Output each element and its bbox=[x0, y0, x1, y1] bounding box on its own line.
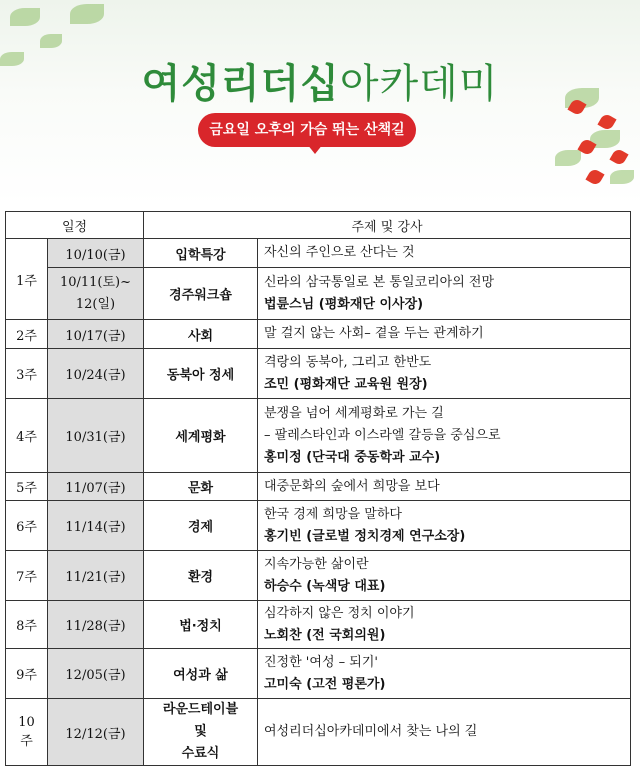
speaker-line: 노회찬 (전 국회의원) bbox=[264, 627, 386, 643]
week-cell: 3주 bbox=[6, 349, 48, 399]
topic-cell bbox=[258, 501, 631, 551]
category-cell: 사회 bbox=[144, 320, 258, 349]
topic-cell bbox=[258, 473, 631, 501]
leaf-decoration bbox=[555, 150, 581, 166]
date-line: 10/11(토)~ bbox=[59, 274, 132, 290]
date-cell: 12/05(금) bbox=[48, 649, 144, 699]
category-cell: 입학특강 bbox=[144, 239, 258, 268]
header-topic: 주제 및 강사 bbox=[144, 212, 631, 239]
table-row bbox=[6, 699, 631, 766]
topic-cell bbox=[258, 699, 631, 766]
table-row bbox=[6, 649, 631, 699]
subtitle-badge: 금요일 오후의 가슴 뛰는 산책길 bbox=[198, 113, 416, 147]
week-cell: 8주 bbox=[6, 601, 48, 649]
speaker-line: 홍미정 (단국대 중동학과 교수) bbox=[264, 449, 441, 465]
week-cell: 6주 bbox=[6, 501, 48, 551]
topic-line: 여성리더십아카데미에서 찾는 나의 길 bbox=[264, 724, 478, 739]
topic-cell bbox=[258, 399, 631, 473]
date-cell: 10/24(금) bbox=[48, 349, 144, 399]
table-row bbox=[6, 551, 631, 601]
topic-line: 한국 경제 희망을 말하다 bbox=[264, 506, 402, 522]
topic-line: 대중문화의 숲에서 희망을 보다 bbox=[264, 478, 440, 494]
week-cell: 7주 bbox=[6, 551, 48, 601]
topic-cell bbox=[258, 349, 631, 399]
week-cell: 9주 bbox=[6, 649, 48, 699]
category-cell: 법·정치 bbox=[144, 601, 258, 649]
topic-line: 진정한 '여성 – 되기' bbox=[264, 654, 378, 670]
topic-line: 격랑의 동북아, 그리고 한반도 bbox=[264, 354, 432, 370]
category-cell: 문화 bbox=[144, 473, 258, 501]
week-cell: 2주 bbox=[6, 320, 48, 349]
leaf-decoration bbox=[70, 4, 104, 24]
topic-line: 지속가능한 삶이란 bbox=[264, 556, 369, 572]
flower-decoration bbox=[609, 147, 628, 166]
table-row bbox=[6, 399, 631, 473]
topic-cell bbox=[258, 551, 631, 601]
speaker-line: 하승수 (녹색당 대표) bbox=[264, 578, 386, 594]
category-line: 및 bbox=[194, 724, 207, 739]
speaker-line: 조민 (평화재단 교육원 원장) bbox=[264, 376, 428, 392]
date-cell: 11/07(금) bbox=[48, 473, 144, 501]
speaker-line: 홍기빈 (글로벌 정치경제 연구소장) bbox=[264, 528, 466, 544]
leaf-decoration bbox=[40, 34, 62, 48]
date-cell: 10/31(금) bbox=[48, 399, 144, 473]
topic-line: 말 걸지 않는 사회– 곁을 두는 관계하기 bbox=[264, 326, 484, 341]
date-cell: 10/10(금) bbox=[48, 239, 144, 268]
flower-decoration bbox=[597, 112, 616, 131]
speaker-line: 고미숙 (고전 평론가) bbox=[264, 676, 386, 692]
subtitle-badge-tail bbox=[307, 144, 323, 154]
table-row bbox=[6, 601, 631, 649]
date-cell: 11/21(금) bbox=[48, 551, 144, 601]
date-cell: 12/12(금) bbox=[48, 699, 144, 766]
date-cell: 10/17(금) bbox=[48, 320, 144, 349]
topic-line: 자신의 주인으로 산다는 것 bbox=[264, 245, 415, 260]
date-line: 12(일) bbox=[75, 296, 116, 312]
topic-line: 분쟁을 넘어 세계평화로 가는 길 bbox=[264, 405, 444, 421]
category-cell: 환경 bbox=[144, 551, 258, 601]
table-row bbox=[6, 239, 631, 268]
category-cell: 경주워크숍 bbox=[144, 268, 258, 320]
schedule-table bbox=[5, 211, 631, 766]
speaker-line: 법륜스님 (평화재단 이사장) bbox=[264, 296, 424, 312]
category-cell: 동북아 정세 bbox=[144, 349, 258, 399]
category-cell bbox=[144, 699, 258, 766]
category-line: 라운드테이블 bbox=[162, 702, 239, 717]
category-cell: 세계평화 bbox=[144, 399, 258, 473]
category-cell: 경제 bbox=[144, 501, 258, 551]
leaf-decoration bbox=[610, 170, 634, 184]
topic-cell bbox=[258, 320, 631, 349]
table-row bbox=[6, 320, 631, 349]
page-title bbox=[0, 52, 640, 109]
topic-line: 심각하지 않은 정치 이야기 bbox=[264, 605, 415, 621]
table-row bbox=[6, 501, 631, 551]
header-schedule: 일정 bbox=[6, 212, 144, 239]
topic-line: 신라의 삼국통일로 본 통일코리아의 전망 bbox=[264, 274, 495, 290]
week-cell: 1주 bbox=[6, 239, 48, 320]
week-cell: 10주 bbox=[6, 699, 48, 766]
flower-decoration bbox=[585, 167, 604, 186]
table-row bbox=[6, 349, 631, 399]
week-cell: 4주 bbox=[6, 399, 48, 473]
date-cell: 11/28(금) bbox=[48, 601, 144, 649]
table-row bbox=[6, 473, 631, 501]
date-cell bbox=[48, 268, 144, 320]
table-row bbox=[6, 268, 631, 320]
topic-cell bbox=[258, 601, 631, 649]
title-strong: 여성리더십 bbox=[141, 61, 340, 107]
title-light: 아카데미 bbox=[339, 61, 499, 107]
header-banner bbox=[0, 0, 640, 205]
topic-cell bbox=[258, 268, 631, 320]
category-line: 수료식 bbox=[181, 746, 220, 761]
week-cell: 5주 bbox=[6, 473, 48, 501]
topic-cell bbox=[258, 239, 631, 268]
date-cell: 11/14(금) bbox=[48, 501, 144, 551]
leaf-decoration bbox=[10, 8, 40, 26]
topic-cell bbox=[258, 649, 631, 699]
table-header-row bbox=[6, 212, 631, 239]
topic-line: – 팔레스타인과 이스라엘 갈등을 중심으로 bbox=[264, 427, 501, 443]
category-cell: 여성과 삶 bbox=[144, 649, 258, 699]
